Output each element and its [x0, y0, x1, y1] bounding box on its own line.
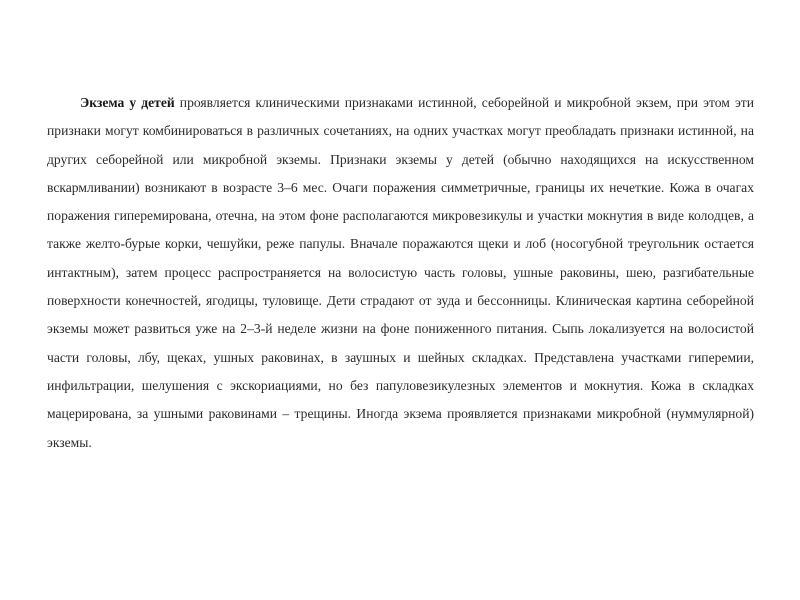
paragraph-body: проявляется клиническими признаками истинной, себорейной и микробной экзем, при этом эти признаки могут комбинироваться в различных сочетаниях, на одних участках могут преобладать признаки истинной, на других себорейной или микробной экземы. Признаки экземы у детей (обычно находящихся на искусственном вскармливании) возникают в возрасте 3–6 мес. Очаги поражения симметричные, границы их нечеткие. Кожа в очагах поражения гиперемирована, отечна, на этом фоне располагаются микровезикулы и участки мокнутия в виде колодцев, а также желто‑бурые корки, чешуйки, реже папулы. Вначале поражаются щеки и лоб (носогубной треугольник остается интактным), затем процесс распространяется на волосистую часть головы, ушные раковины, шею, разгибательные поверхности конечностей, ягодицы, туловище. Дети страдают от зуда и бессонницы. Клиническая картина себорейной экземы может развиться уже на 2–3‑й неделе жизни на фоне пониженного питания. Сыпь локализуется на волосистой части головы, лбу, щеках, ушных раковинах, в заушных и шейных складках. Представлена участками гиперемии, инфильтрации, шелушения с экскориациями, но без папуловезикулезных элементов и мокнутия. Кожа в складках мацерирована, за ушными раковинами – трещины. Иногда экзема проявляется признаками микробной (нуммулярной) экземы. — [47, 95, 754, 450]
lead-term: Экзема у детей — [80, 95, 175, 110]
document-paragraph — [47, 89, 754, 457]
